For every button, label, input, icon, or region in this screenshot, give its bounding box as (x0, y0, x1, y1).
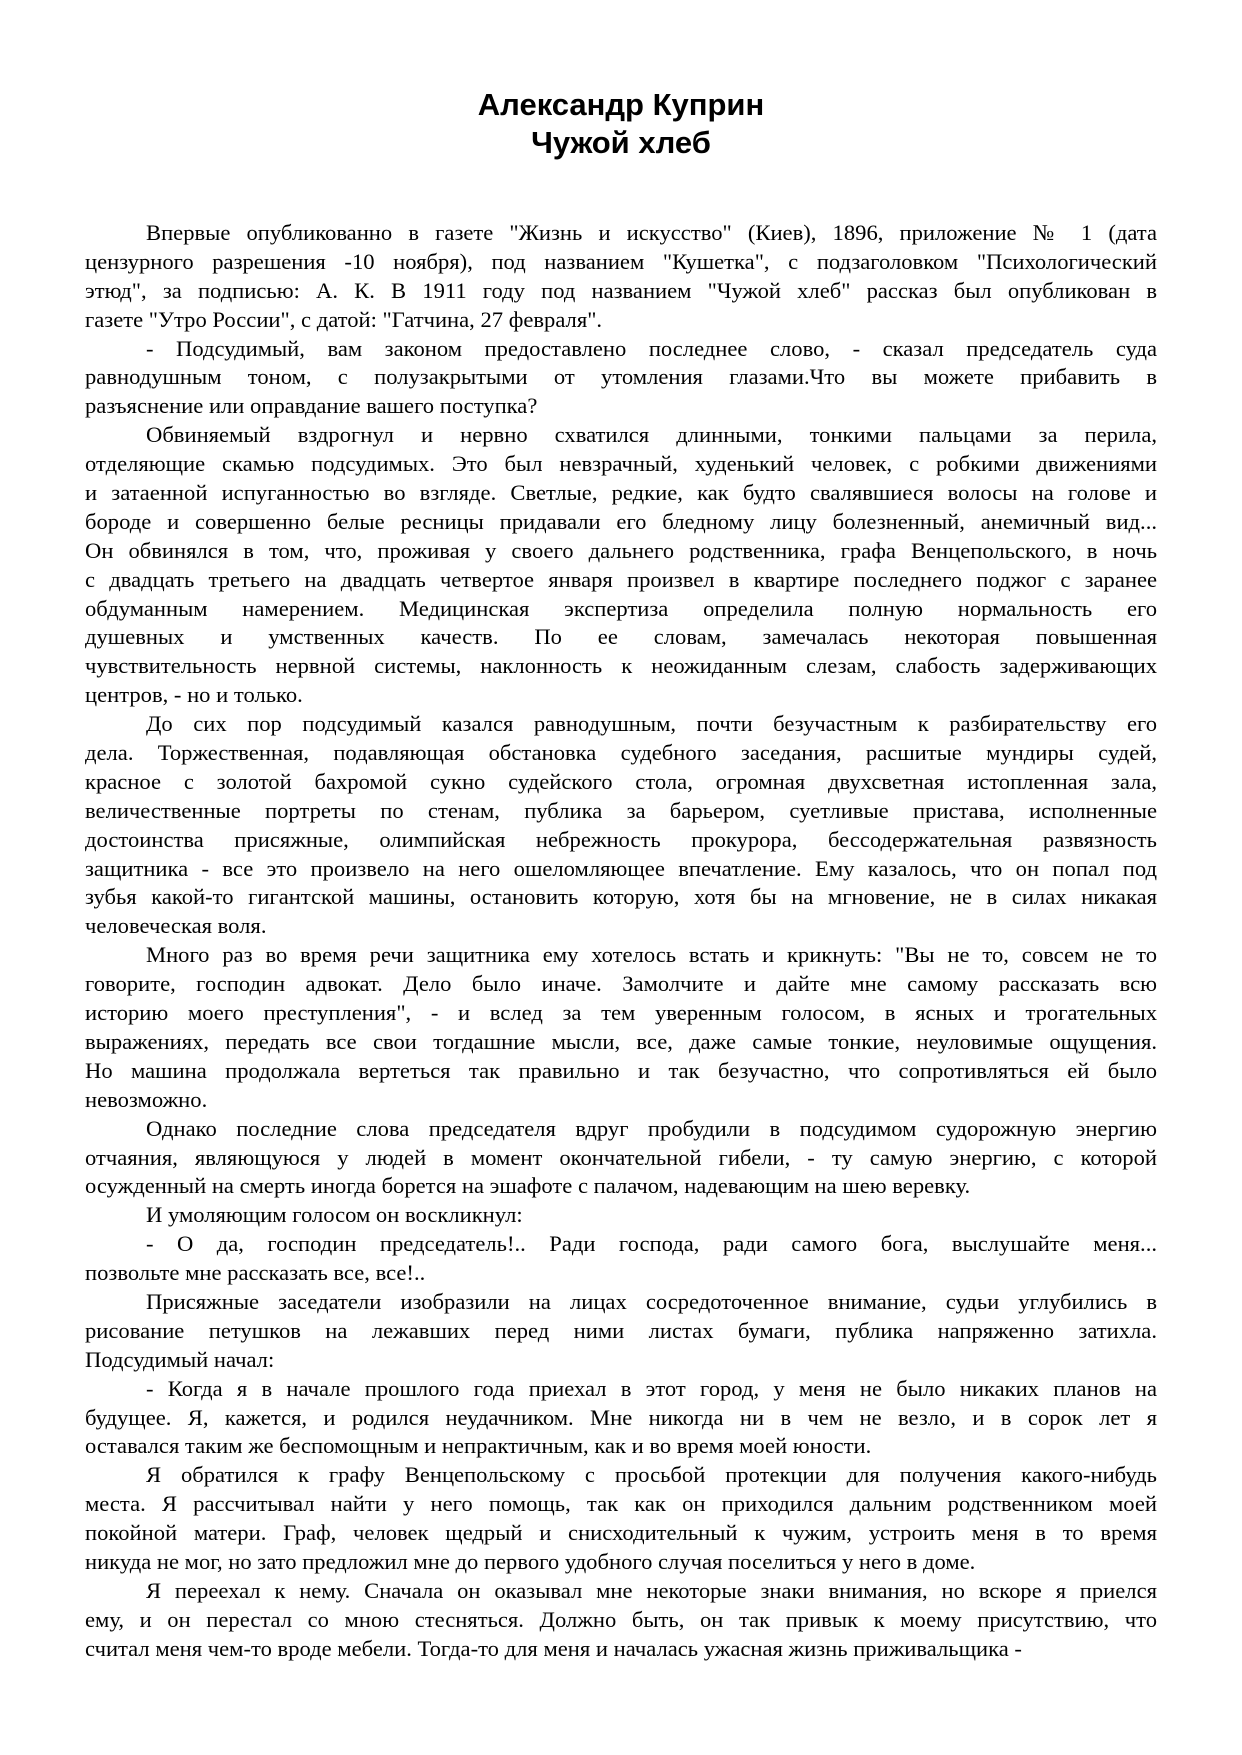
text-line: зубья какой-то гигантской машины, остановить которую, хотя бы на мгновение, не в силах никакая (85, 884, 1157, 910)
paragraph (85, 1201, 1157, 1230)
title-block (0, 86, 1242, 162)
text-line: человеческая воля. (85, 913, 267, 939)
paragraph (85, 1230, 1157, 1288)
text-line: Я переехал к нему. Сначала он оказывал мне некоторые знаки внимания, но вскоре я приелся (146, 1577, 1157, 1603)
text-line: душевных и умственных качеств. По ее словам, замечалась некоторая повышенная (85, 624, 1157, 650)
text-line: Но машина продолжала вертеться так правильно и так безучастно, что сопротивляться ей было (85, 1057, 1157, 1083)
text-line: никуда не мог, но зато предложил мне до первого удобного случая поселиться у него в доме. (85, 1548, 976, 1574)
text-line: Присяжные заседатели изобразили на лицах сосредоточенное внимание, судьи углубились в (146, 1288, 1157, 1314)
paragraph (85, 1115, 1157, 1202)
text-line: цензурного разрешения -10 ноября), под названием "Кушетка", с подзаголовком "Психологический (85, 248, 1157, 274)
text-line: историю моего преступления", - и вслед за тем уверенным голосом, в ясных и трогательных (85, 1000, 1157, 1026)
text-line: красное с золотой бахромой сукно судейского стола, огромная двухсветная истопленная зала, (85, 768, 1157, 794)
text-line: и затаенной испуганностью во взгляде. Светлые, редкие, как будто свалявшиеся волосы на голове и (85, 480, 1157, 506)
text-line: места. Я рассчитывал найти у него помощь, так как он приходился дальним родственником моей (85, 1491, 1157, 1517)
text-line: Обвиняемый вздрогнул и нервно схватился длинными, тонкими пальцами за перила, (146, 422, 1157, 448)
paragraph (85, 1288, 1157, 1375)
paragraph (85, 1461, 1157, 1577)
text-line: До сих пор подсудимый казался равнодушным, почти безучастным к разбирательству его (146, 711, 1157, 737)
text-line: достоинства присяжные, олимпийская небрежность прокурора, бессодержательная развязность (85, 826, 1157, 852)
text-line: ему, и он перестал со мною стесняться. Должно быть, он так привык к моему присутствию, что (85, 1606, 1157, 1632)
text-line: считал меня чем-то вроде мебели. Тогда-то для меня и началась ужасная жизнь приживальщика - (85, 1635, 1022, 1661)
text-line: Подсудимый начал: (85, 1346, 275, 1372)
text-line: разъяснение или оправдание вашего поступка? (85, 393, 538, 419)
text-line: рисование петушков на лежавших перед ними листах бумаги, публика напряженно затихла. (85, 1317, 1157, 1343)
text-line: обдуманным намерением. Медицинская экспертиза определила полную нормальность его (85, 595, 1157, 621)
text-line: чувствительность нервной системы, наклонность к неожиданным слезам, слабость задерживающих (85, 653, 1157, 679)
text-line: осужденный на смерть иногда борется на эшафоте с палачом, надевающим на шею веревку. (85, 1173, 971, 1199)
text-line: бороде и совершенно белые ресницы придавали его бледному лицу болезненный, анемичный вид... (85, 508, 1157, 534)
text-line: Он обвинялся в том, что, проживая у своего дальнего родственника, графа Венцепольского, в ночь (85, 537, 1157, 563)
text-line: отделяющие скамью подсудимых. Это был невзрачный, худенький человек, с робкими движениями (85, 451, 1157, 477)
text-line: защитника - все это произвело на него ошеломляющее впечатление. Ему казалось, что он попал под (85, 855, 1157, 881)
text-line: покойной матери. Граф, человек щедрый и снисходительный к чужим, устроить меня в то время (85, 1520, 1157, 1546)
paragraph (85, 219, 1157, 335)
text-line: дела. Торжественная, подавляющая обстановка судебного заседания, расшитые мундиры судей, (85, 740, 1157, 766)
paragraph (85, 1577, 1157, 1664)
text-line: говорите, господин адвокат. Дело было иначе. Замолчите и дайте мне самому рассказать всю (85, 971, 1157, 997)
text-line: Я обратился к графу Венцепольскому с просьбой протекции для получения какого-нибудь (146, 1462, 1157, 1488)
text-line: - Когда я в начале прошлого года приехал в этот город, у меня не было никаких планов на (146, 1375, 1157, 1401)
text-line: оставался таким же беспомощным и непрактичным, как и во время моей юности. (85, 1433, 872, 1459)
text-line: позвольте мне рассказать все, все!.. (85, 1260, 426, 1286)
text-line: этюд", за подписью: А. К. В 1911 году под названием "Чужой хлеб" рассказ был опубликован в (85, 277, 1157, 303)
text-line: Много раз во время речи защитника ему хотелось встать и крикнуть: "Вы не то, совсем не то (146, 942, 1157, 968)
paragraph (85, 1375, 1157, 1462)
paragraph (85, 710, 1157, 941)
text-line: центров, - но и только. (85, 682, 303, 708)
author-name: Александр Куприн (477, 87, 765, 122)
paragraph (85, 941, 1157, 1114)
text-line: выражениях, передать все свои тогдашние мысли, все, даже самые тонкие, неуловимые ощущения. (85, 1028, 1157, 1054)
body-text (85, 219, 1157, 1664)
text-line: Однако последние слова председателя вдруг пробудили в подсудимом судорожную энергию (146, 1115, 1157, 1141)
text-line: И умоляющим голосом он воскликнул: (146, 1202, 523, 1228)
text-line: Впервые опубликованно в газете "Жизнь и искусство" (Киев), 1896, приложение № 1 (дата (146, 220, 1157, 245)
paragraph (85, 335, 1157, 422)
text-line: будущее. Я, кажется, и родился неудачником. Мне никогда ни в чем не везло, и в сорок лет я (85, 1404, 1157, 1430)
text-line: с двадцать третьего на двадцать четвертое января произвел в квартире последнего поджог с заранее (85, 566, 1157, 592)
paragraph (85, 421, 1157, 710)
text-line: величественные портреты по стенам, публика за барьером, суетливые пристава, исполненные (85, 797, 1157, 823)
text-line: отчаяния, являющуюся у людей в момент окончательной гибели, - ту самую энергию, с которой (85, 1144, 1157, 1170)
text-line: невозможно. (85, 1086, 208, 1112)
text-line: - Подсудимый, вам законом предоставлено последнее слово, - сказал председатель суда (146, 335, 1157, 361)
story-title: Чужой хлеб (531, 125, 711, 160)
text-line: газете "Утро России", с датой: "Гатчина, 27 февраля". (85, 306, 603, 332)
text-line: равнодушным тоном, с полузакрытыми от утомления глазами.Что вы можете прибавить в (85, 364, 1157, 390)
text-line: - О да, господин председатель!.. Ради господа, ради самого бога, выслушайте меня... (146, 1231, 1157, 1257)
